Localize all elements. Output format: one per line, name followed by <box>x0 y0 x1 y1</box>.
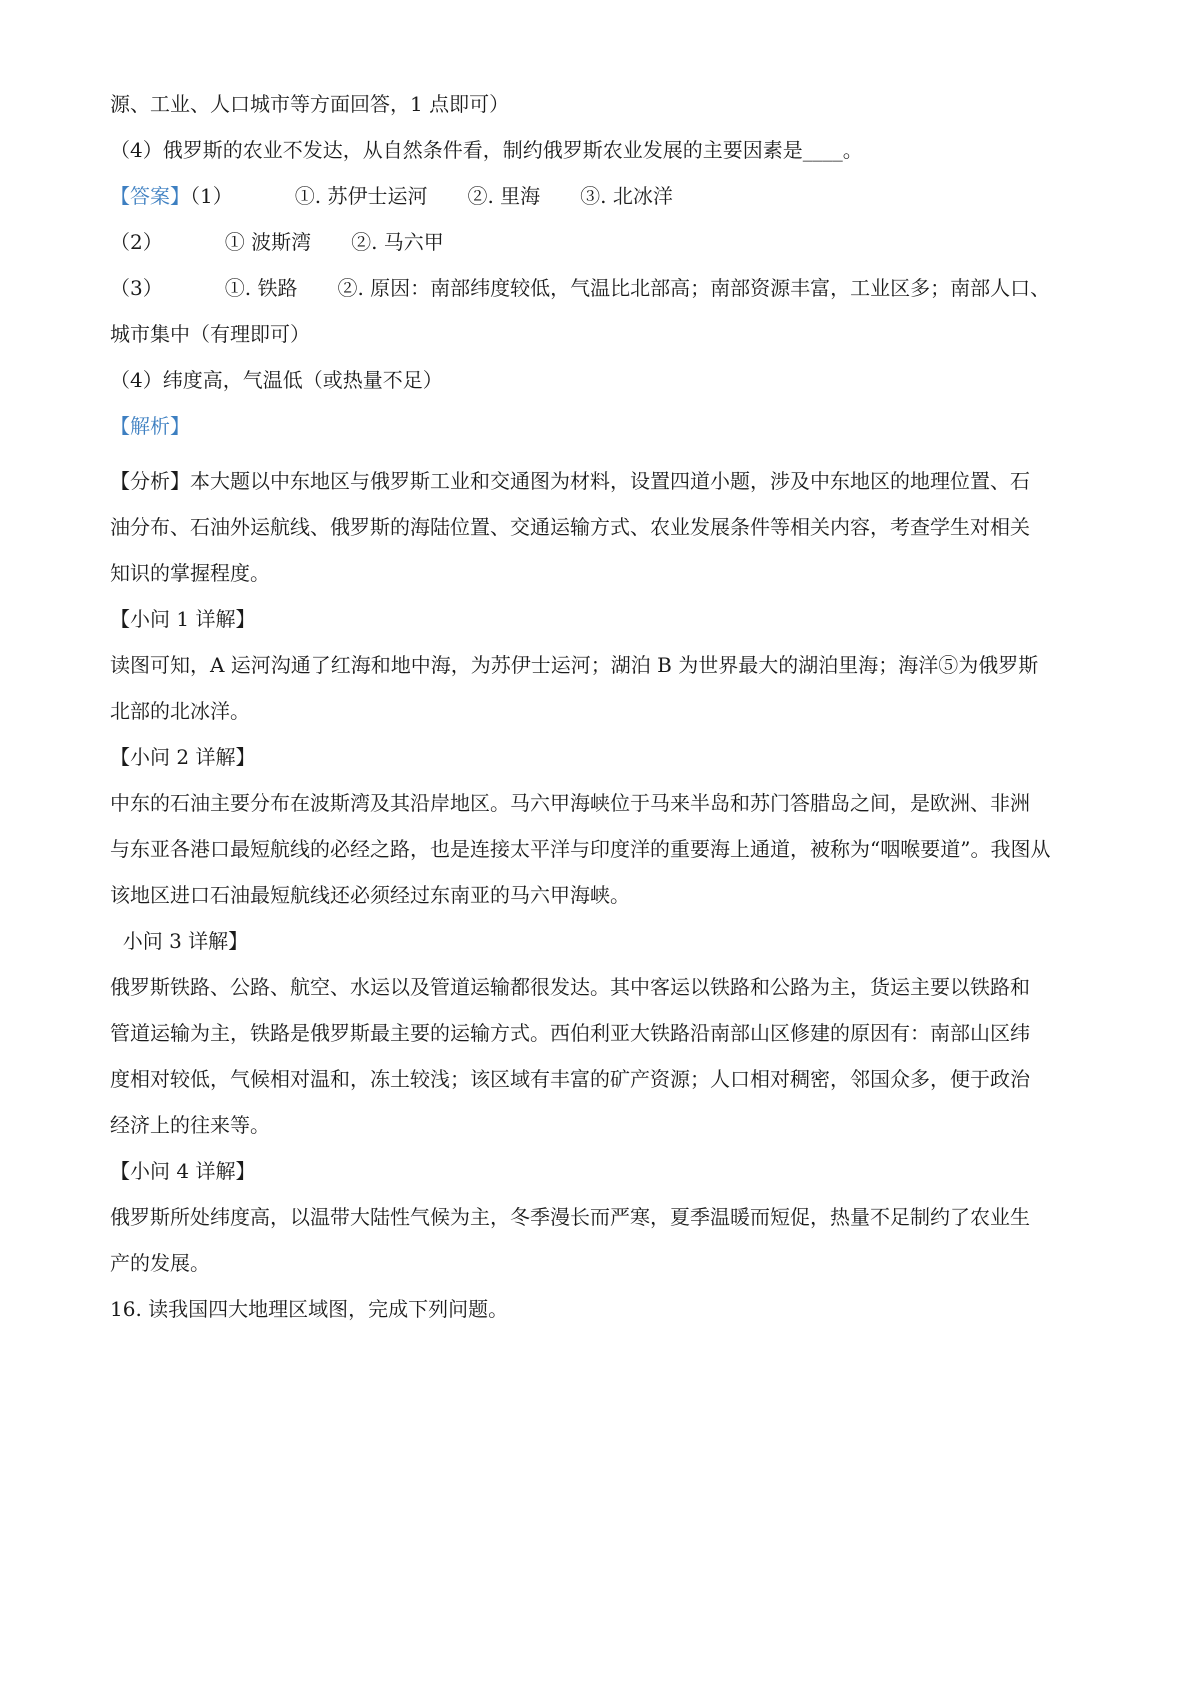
answer-line-4: （4）纬度高，气温低（或热量不足） <box>110 368 443 392</box>
section-3-line: 经济上的往来等。 <box>110 1113 270 1137</box>
answer-q2-b: ②. 马六甲 <box>351 230 444 254</box>
answer-line-3-cont: 城市集中（有理即可） <box>110 322 310 346</box>
answer-q3-number: （3） <box>110 276 163 300</box>
section-2-line: 该地区进口石油最短航线还必须经过东南亚的马六甲海峡。 <box>110 883 630 907</box>
section-2-line: 中东的石油主要分布在波斯湾及其沿岸地区。马六甲海峡位于马来半岛和苏门答腊岛之间，是欧洲、非洲 <box>110 791 1030 815</box>
answer-q3-b: ②. 原因：南部纬度较低，气温比北部高；南部资源丰富，工业区多；南部人口、 <box>337 276 1051 300</box>
section-3-line: 度相对较低，气候相对温和，冻土较浅；该区域有丰富的矿产资源；人口相对稠密，邻国众多，便于政治 <box>110 1067 1030 1091</box>
analysis-intro <box>110 458 1100 1332</box>
analysis-intro-line: 【分析】本大题以中东地区与俄罗斯工业和交通图为材料，设置四道小题，涉及中东地区的地理位置、石 <box>110 469 1030 493</box>
answer-q1-a: ①. 苏伊士运河 <box>294 184 428 208</box>
document-page <box>110 92 1100 1332</box>
section-3-title: 小问 3 详解】 <box>110 929 249 953</box>
section-4-line: 产的发展。 <box>110 1251 210 1275</box>
answer-q2-number: （2） <box>110 230 163 254</box>
analysis-tag: 【解析】 <box>110 414 190 438</box>
answer-line-1 <box>110 184 1100 208</box>
answer-tag: 【答案】 <box>110 184 190 208</box>
section-1-line: 北部的北冰洋。 <box>110 699 250 723</box>
answer-line-2 <box>110 230 1100 254</box>
next-question: 16. 读我国四大地理区域图，完成下列问题。 <box>110 1297 509 1321</box>
answer-q1-number: （1） <box>190 184 233 208</box>
section-2-line: 与东亚各港口最短航线的必经之路，也是连接太平洋与印度洋的重要海上通道，被称为“咽喉要道”。我图从 <box>110 837 1051 861</box>
section-1-line: 读图可知，A 运河沟通了红海和地中海，为苏伊士运河；湖泊 B 为世界最大的湖泊里海；海洋⑤为俄罗斯 <box>110 653 1039 677</box>
text-line: 源、工业、人口城市等方面回答，1 点即可） <box>110 92 510 116</box>
answer-q1-b: ②. 里海 <box>467 184 541 208</box>
answer-q3-a: ①. 铁路 <box>224 276 298 300</box>
answer-q2-a: ① 波斯湾 <box>224 230 312 254</box>
analysis-intro-line: 知识的掌握程度。 <box>110 561 270 585</box>
answer-line-3 <box>110 276 1100 300</box>
section-3-line: 俄罗斯铁路、公路、航空、水运以及管道运输都很发达。其中客运以铁路和公路为主，货运主要以铁路和 <box>110 975 1030 999</box>
section-4-title: 【小问 4 详解】 <box>110 1159 256 1183</box>
section-1-title: 【小问 1 详解】 <box>110 607 256 631</box>
question-4-line: （4）俄罗斯的农业不发达，从自然条件看，制约俄罗斯农业发展的主要因素是____。 <box>110 138 863 162</box>
analysis-intro-line: 油分布、石油外运航线、俄罗斯的海陆位置、交通运输方式、农业发展条件等相关内容，考查学生对相关 <box>110 515 1030 539</box>
answer-q1-c: ③. 北冰洋 <box>580 184 673 208</box>
section-3-line: 管道运输为主，铁路是俄罗斯最主要的运输方式。西伯利亚大铁路沿南部山区修建的原因有：南部山区纬 <box>110 1021 1030 1045</box>
section-4-line: 俄罗斯所处纬度高，以温带大陆性气候为主，冬季漫长而严寒，夏季温暖而短促，热量不足制约了农业生 <box>110 1205 1030 1229</box>
section-2-title: 【小问 2 详解】 <box>110 745 256 769</box>
